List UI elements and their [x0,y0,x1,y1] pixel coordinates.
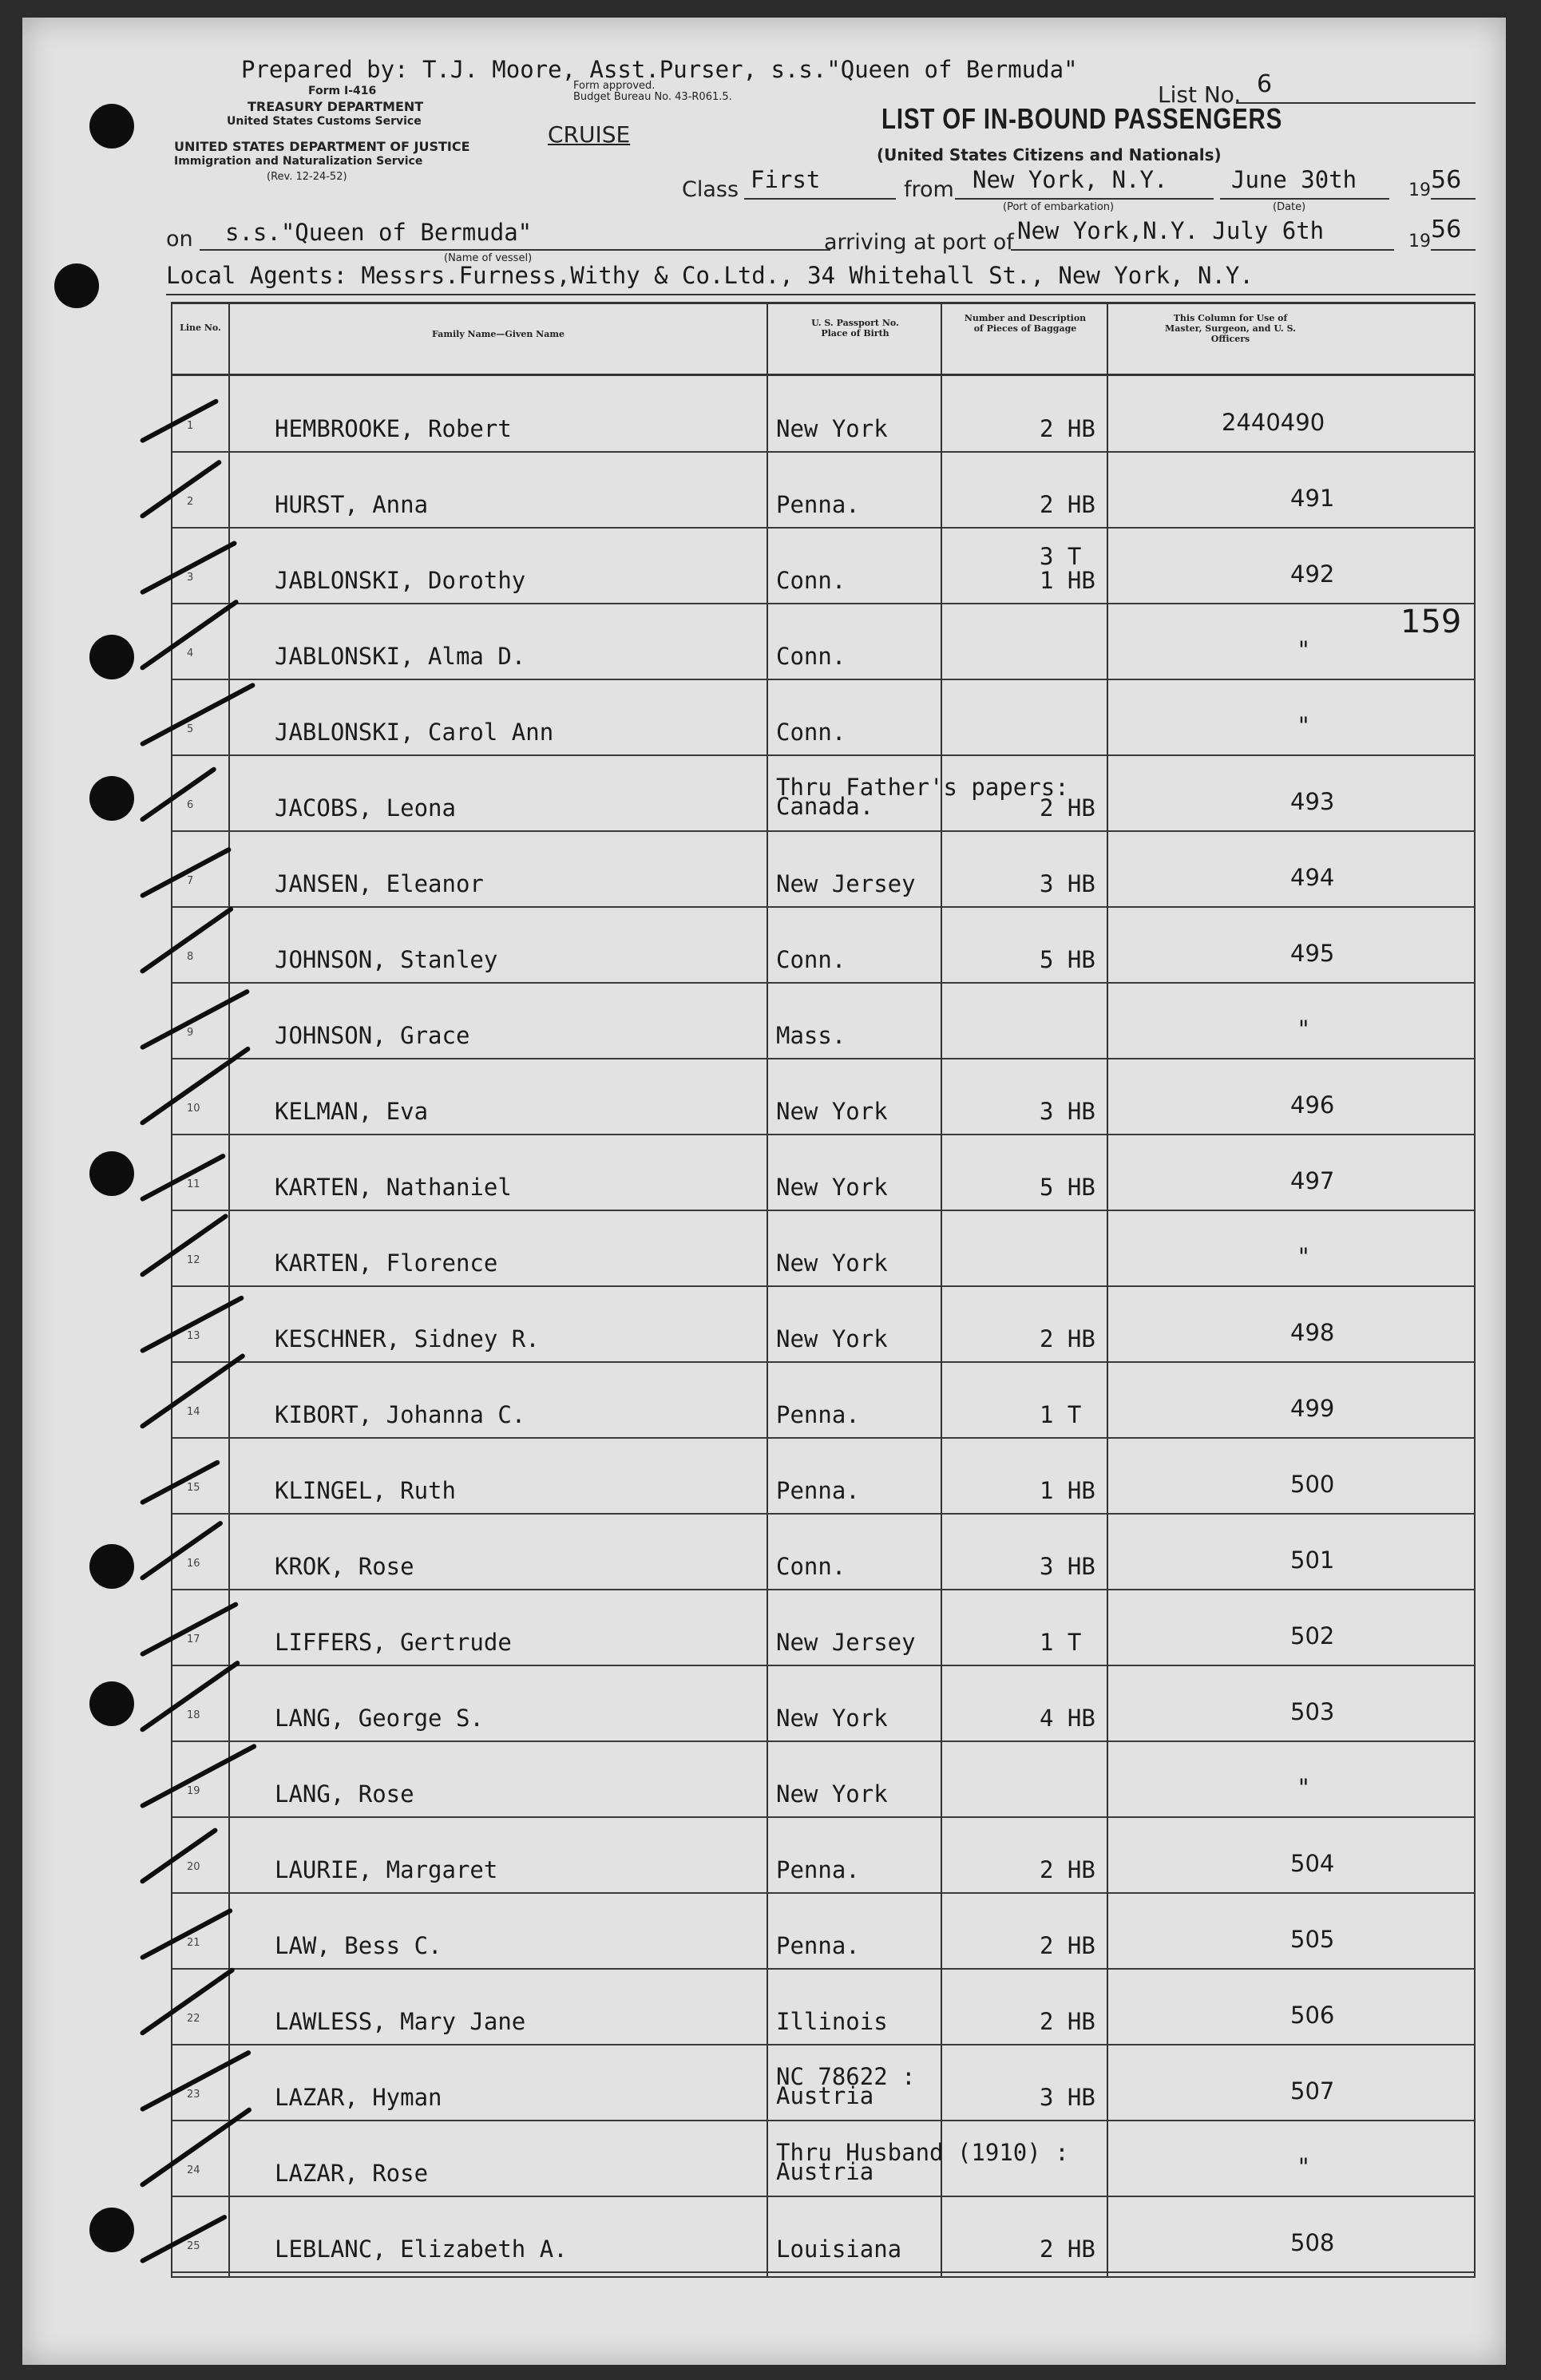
line-number: 17 [187,1634,200,1645]
officer-number: 495 [1290,940,1335,967]
baggage: 2 HB [1040,491,1095,518]
place-of-birth: Louisiana [776,2235,902,2263]
passenger-table [171,302,1476,2278]
place-of-birth: Penna. [776,1477,860,1504]
passport-note: Thru Father's papers: [776,774,1069,801]
table-row [172,1665,1474,1742]
officer-number: 501 [1290,1546,1335,1574]
document-title: LIST OF IN-BOUND PASSENGERS [881,102,1283,135]
officer-number: 493 [1290,788,1335,815]
treasury-department: TREASURY DEPARTMENT [248,99,424,114]
officer-number: " [1298,1243,1309,1270]
place-of-birth: Penna. [776,1856,860,1883]
baggage: 1 T [1040,1629,1082,1656]
baggage: 2 HB [1040,1856,1095,1883]
line-number: 5 [187,723,194,735]
officer-number: " [1298,2153,1309,2180]
officer-number: 497 [1290,1167,1335,1194]
passenger-name: HURST, Anna [275,491,429,518]
place-of-birth: New Jersey [776,1629,916,1656]
line-number: 23 [187,2089,200,2101]
table-row [172,1134,1474,1211]
line-number: 11 [187,1178,200,1190]
baggage: 3 HB [1040,870,1095,897]
line-number: 6 [187,799,194,811]
on-label: on [166,227,193,251]
list-number: 6 [1257,70,1273,98]
line-number: 16 [187,1558,200,1570]
document-subtitle: (United States Citizens and Nationals) [877,145,1222,164]
place-of-birth: New Jersey [776,870,916,897]
line-number: 2 [187,496,194,508]
passenger-name: JABLONSKI, Dorothy [275,567,526,594]
officer-number: 507 [1290,2077,1335,2105]
table-row [172,1589,1474,1666]
col-header-baggage: Number and Description of Pieces of Baggage [964,313,1087,334]
place-of-birth: New York [776,1705,888,1732]
baggage: 2 HB [1040,1932,1095,1959]
line-number: 15 [187,1482,200,1494]
line-number: 12 [187,1254,200,1266]
passport-note: Thru Husband (1910) : [776,2139,1069,2166]
passenger-name: KESCHNER, Sidney R. [275,1325,540,1352]
binder-hole [89,1681,134,1726]
officer-number: 503 [1290,1698,1335,1725]
officer-number: " [1298,712,1309,739]
officer-number: 502 [1290,1622,1335,1649]
passenger-name: LAZAR, Rose [275,2160,429,2187]
officer-number: " [1298,636,1309,663]
from-label: from [904,177,954,202]
place-of-birth: Mass. [776,1022,846,1049]
place-of-birth: New York [776,1249,888,1277]
binder-hole [89,1544,134,1589]
place-of-birth: Illinois [776,2008,888,2035]
table-row [172,2044,1474,2121]
line-number: 4 [187,647,194,659]
date-caption: (Date) [1273,201,1306,213]
page-number: 159 [1400,604,1462,640]
passenger-name: KARTEN, Nathaniel [275,1174,512,1201]
passenger-name: JOHNSON, Stanley [275,946,498,973]
binder-hole [54,263,99,308]
class-value: First [751,166,821,193]
passenger-name: JANSEN, Eleanor [275,870,484,897]
vessel-caption: (Name of vessel) [444,252,533,264]
baggage: 2 HB [1040,415,1095,442]
place-of-birth: New York [776,1780,888,1808]
place-of-birth: New York [776,1174,888,1201]
table-row [172,603,1474,680]
baggage: 3 HB [1040,1098,1095,1125]
officer-number: 499 [1290,1395,1335,1422]
budget-bureau: Budget Bureau No. 43-R061.5. [573,91,732,103]
line-number: 1 [187,420,194,432]
customs-service: United States Customs Service [227,115,422,128]
table-row [172,679,1474,756]
baggage: 2 HB [1040,794,1095,822]
baggage: 4 HB [1040,1705,1095,1732]
passenger-name: JOHNSON, Grace [275,1022,470,1049]
passenger-name: LIFFERS, Gertrude [275,1629,512,1656]
passenger-name: JABLONSKI, Alma D. [275,643,526,670]
line-number: 8 [187,951,194,963]
cruise-label: CRUISE [548,121,631,148]
baggage: 1 HB [1040,567,1095,594]
local-agents: Local Agents: Messrs.Furness,Withy & Co.Ltd., 34 Whitehall St., New York, N.Y. [166,262,1254,289]
place-of-birth: Conn. [776,643,846,670]
binder-hole [89,2208,134,2252]
table-row [172,754,1474,832]
table-row [172,1816,1474,1894]
baggage: 2 HB [1040,2008,1095,2035]
table-row [172,1740,1474,1818]
line-number: 3 [187,572,194,584]
col-header-line-no: Line No. [180,323,221,333]
passenger-name: LAZAR, Hyman [275,2084,442,2111]
place-of-birth: Conn. [776,946,846,973]
class-label: Class [682,177,739,202]
table-row [172,1892,1474,1970]
passenger-name: LAURIE, Margaret [275,1856,498,1883]
embark-year: 56 [1431,166,1462,194]
list-no-label: List No. [1158,81,1242,108]
baggage: 3 HB [1040,2084,1095,2111]
passenger-name: KLINGEL, Ruth [275,1477,456,1504]
table-row [172,1058,1474,1135]
table-row [172,906,1474,984]
table-row [172,527,1474,604]
passenger-name: KARTEN, Florence [275,1249,498,1277]
col-header-officers: This Column for Use of Master, Surgeon, and U. S. Officers [1165,313,1296,344]
table-row [172,375,1474,453]
officer-number: 2440490 [1222,409,1325,436]
passenger-name: JACOBS, Leona [275,794,456,822]
year-prefix: 19 [1408,180,1431,200]
officer-number: 491 [1290,485,1335,512]
place-of-birth: Austria [776,2158,874,2185]
passenger-name: LAWLESS, Mary Jane [275,2008,526,2035]
baggage: 5 HB [1040,1174,1095,1201]
baggage: 1 HB [1040,1477,1095,1504]
officer-number: 504 [1290,1850,1335,1877]
binder-hole [89,635,134,679]
place-of-birth: Penna. [776,1401,860,1428]
port-caption: (Port of embarkation) [1003,201,1115,213]
year-prefix-2: 19 [1408,232,1431,251]
place-of-birth: Penna. [776,491,860,518]
binder-hole [89,104,134,149]
manifest-page [22,18,1506,2365]
baggage: 2 HB [1040,2235,1095,2263]
table-row [172,451,1474,529]
table-row [172,1513,1474,1590]
baggage: 1 T [1040,1401,1082,1428]
passenger-name: KROK, Rose [275,1553,414,1580]
prepared-by: Prepared by: T.J. Moore, Asst.Purser, s.s."Queen of Bermuda" [241,56,1078,83]
table-row [172,2120,1474,2197]
place-of-birth: Penna. [776,1932,860,1959]
revision-date: (Rev. 12-24-52) [267,171,347,183]
arrival-year: 56 [1431,216,1462,244]
table-row [172,1968,1474,2045]
officer-number: 494 [1290,864,1335,891]
passenger-name: HEMBROOKE, Robert [275,415,512,442]
officer-number: " [1298,1774,1309,1801]
place-of-birth: New York [776,415,888,442]
arriving-label: arriving at port of [824,230,1014,255]
line-number: 18 [187,1709,200,1721]
line-number: 21 [187,1937,200,1949]
line-number: 10 [187,1103,200,1115]
immigration-service: Immigration and Naturalization Service [174,155,423,168]
passenger-name: LANG, Rose [275,1780,414,1808]
line-number: 20 [187,1861,200,1873]
officer-number: 505 [1290,1926,1335,1953]
table-row [172,830,1474,908]
passport-note: NC 78622 : [776,2063,916,2090]
officer-number: 506 [1290,2002,1335,2029]
line-number: 7 [187,875,194,887]
passenger-name: JABLONSKI, Carol Ann [275,719,554,746]
place-of-birth: Conn. [776,719,846,746]
line-number: 9 [187,1027,194,1039]
table-row [172,2196,1474,2273]
col-header-passport: U. S. Passport No. Place of Birth [811,318,899,339]
binder-hole [89,1151,134,1196]
officer-number: 508 [1290,2229,1335,2256]
col-header-name: Family Name—Given Name [432,329,565,339]
table-row [172,1210,1474,1287]
baggage: 5 HB [1040,946,1095,973]
line-number: 22 [187,2013,200,2025]
line-number: 14 [187,1406,200,1418]
line-number: 13 [187,1330,200,1342]
officer-number: 500 [1290,1471,1335,1498]
table-row [172,982,1474,1059]
officer-number: " [1298,1016,1309,1043]
embark-date: June 30th [1231,166,1357,193]
vessel-name: s.s."Queen of Bermuda" [225,219,533,246]
place-of-birth: Conn. [776,567,846,594]
baggage: 2 HB [1040,1325,1095,1352]
place-of-birth: Conn. [776,1553,846,1580]
officer-number: 496 [1290,1091,1335,1119]
passenger-name: LANG, George S. [275,1705,484,1732]
passenger-name: LEBLANC, Elizabeth A. [275,2235,568,2263]
table-row [172,1437,1474,1515]
place-of-birth: Canada. [776,793,874,820]
table-row [172,1361,1474,1439]
passenger-name: LAW, Bess C. [275,1932,442,1959]
line-number: 25 [187,2240,200,2252]
table-row [172,1285,1474,1363]
form-approved: Form approved. [573,80,656,92]
officer-number: 492 [1290,560,1335,588]
passenger-name: KELMAN, Eva [275,1098,429,1125]
baggage: 3 HB [1040,1553,1095,1580]
place-of-birth: New York [776,1325,888,1352]
arrival-port-date: New York,N.Y. July 6th [1017,217,1325,244]
officer-number: 498 [1290,1319,1335,1346]
baggage-extra: 3 T [1040,543,1082,570]
line-number: 24 [187,2164,200,2176]
justice-department: UNITED STATES DEPARTMENT OF JUSTICE [174,139,470,154]
line-number: 19 [187,1785,200,1797]
passenger-name: KIBORT, Johanna C. [275,1401,526,1428]
port-of-embarkation: New York, N.Y. [973,166,1168,193]
form-number: Form I-416 [308,85,377,97]
binder-hole [89,776,134,821]
place-of-birth: New York [776,1098,888,1125]
place-of-birth: Austria [776,2082,874,2109]
